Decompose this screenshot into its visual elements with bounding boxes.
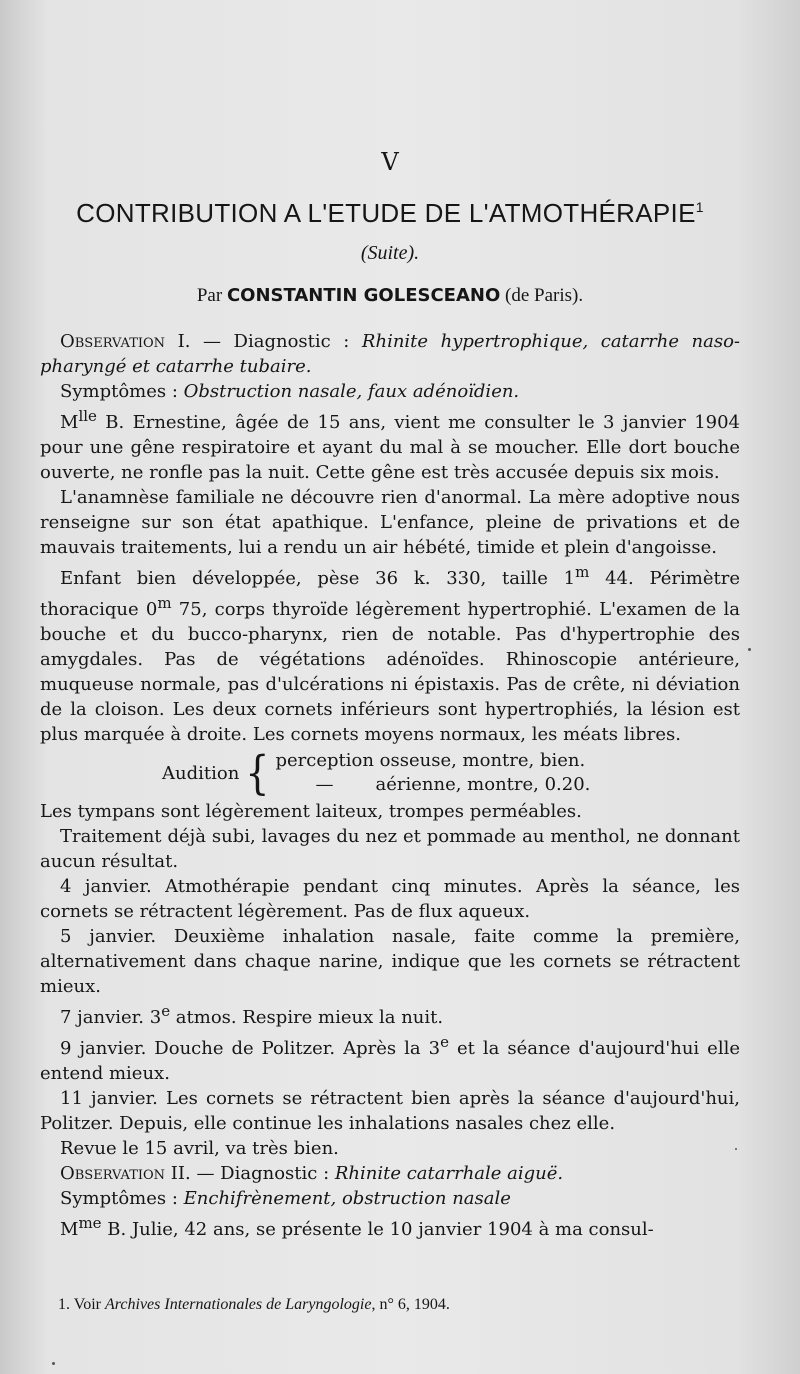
paragraph-julie: $M^{me}$ B. Julie, 42 ans, se présente le 10 janvier 1904 à ma consul- — [60, 1214, 654, 1240]
observation-2-symptoms: Symptômes : Enchifrènement, obstruction nasale — [60, 1188, 511, 1209]
audition-lines — [275, 749, 590, 797]
paragraph-9-janvier: 9 janvier. Douche de Politzer. Après la 3e et la séance d'aujourd'hui elle entend mieux. — [40, 1033, 740, 1084]
audition-label: Audition — [162, 762, 240, 784]
article-title: CONTRIBUTION A L'ETUDE DE L'ATMOTHÉRAPIE$^1$ — [76, 198, 704, 228]
paragraph-traitement: Traitement déjà subi, lavages du nez et pommade au menthol, ne donnant aucun résultat. — [40, 826, 740, 872]
suite-label: (Suite). — [360, 242, 420, 264]
paragraph-anamnese: L'anamnèse familiale ne découvre rien d'anormal. La mère adoptive nous renseigne sur son état apathique. L'enfance, pleine de privations et de mauvais traitements, lui a rendu un air hébété, timide et plein d'angoisse. — [40, 487, 740, 558]
paragraph-patient: $M^{lle}$ B. Ernestine, âgée de 15 ans, vient me consulter le 3 janvier 1904 pour une gêne respiratoire et ayant du mal à se moucher. Elle dort bouche ouverte, ne ronfle pas la nuit. Cette gêne est très accusée depuis six mois. — [40, 407, 740, 483]
paragraph-revue: Revue le 15 avril, va très bien. — [60, 1138, 339, 1159]
author-line: Par CONSTANTIN GOLESCEANO (de Paris). — [196, 285, 584, 306]
footnote: 1. Voir Archives Internationales de Laryngologie, n° 6, 1904. — [58, 1296, 450, 1313]
paragraph-4-janvier: 4 janvier. Atmothérapie pendant cinq minutes. Après la séance, les cornets se rétractent légèrement. Pas de flux aqueux. — [40, 876, 740, 922]
section-number: V — [381, 148, 399, 176]
brace-glyph: { — [245, 746, 270, 800]
article — [40, 150, 740, 1242]
observation-2-diagnosis: Observation II. — Diagnostic : Rhinite catarrhale aiguë. — [60, 1163, 564, 1184]
paragraph-7-janvier: 7 janvier. 3e atmos. Respire mieux la nuit. — [60, 1002, 444, 1028]
article-body — [40, 329, 740, 1242]
paragraph-tympans: Les tympans sont légèrement laiteux, trompes perméables. — [40, 801, 582, 822]
scan-speck — [748, 648, 751, 651]
audition-line-2: — aérienne, montre, 0.20. — [315, 774, 591, 795]
observation-1-diagnosis: Observation I. — Diagnostic : Rhinite hypertrophique, catarrhe naso-pharyngé et catarrhe tubaire. — [40, 331, 741, 377]
scan-speck — [735, 1148, 737, 1150]
audition-line-1: perception osseuse, montre, bien. — [275, 750, 586, 771]
paragraph-5-janvier: 5 janvier. Deuxième inhalation nasale, faite comme la première, alternativement dans chaque narine, indique que les cornets se rétractent mieux. — [40, 926, 740, 997]
footnote-marker: 1 — [695, 199, 704, 215]
paragraph-11-janvier: 11 janvier. Les cornets se rétractent bien après la séance d'aujourd'hui, Politzer. Depuis, elle continue les inhalations nasales chez elle. — [40, 1088, 740, 1134]
paragraph-exam: Enfant bien développée, pèse 36 k. 330, taille 1$^m$ 44. Périmètre thoracique 0$^m$ 75, corps thyroïde légèrement hypertrophié. L'examen de la bouche et du bucco-pharynx, rien de notable. Pas d'hypertrophie des amygdales. Pas de végétations adénoïdes. Rhinoscopie antérieure, muqueuse normale, pas d'ulcérations ni épistaxis. Pas de crête, ni déviation de la cloison. Les deux cornets inférieurs sont hypertrophiés, la lésion est plus marquée à droite. Les cornets moyens normaux, les méats libres. — [40, 563, 741, 745]
observation-1-symptoms: Symptômes : Obstruction nasale, faux adénoïdien. — [60, 381, 520, 402]
author-name: CONSTANTIN GOLESCEANO — [226, 285, 501, 306]
audition-block — [162, 747, 740, 799]
scan-speck — [52, 1362, 55, 1365]
